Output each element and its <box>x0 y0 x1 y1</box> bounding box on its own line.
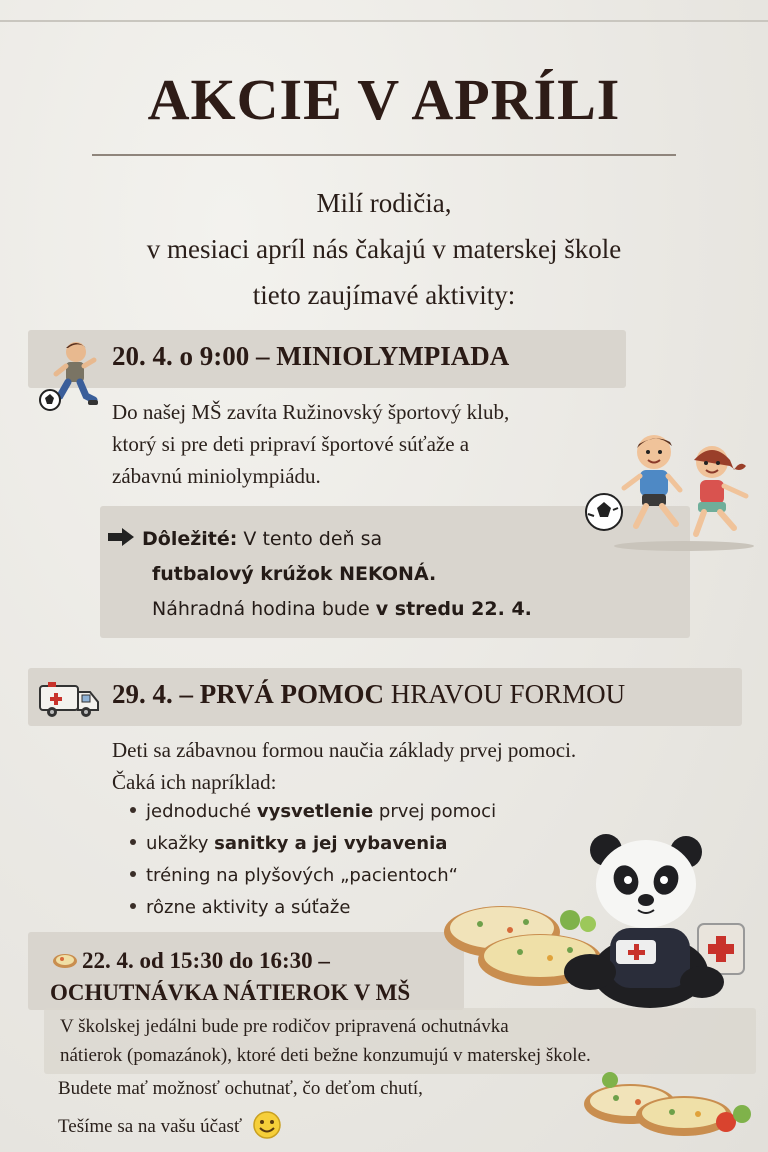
event3-heading-2: OCHUTNÁVKA NÁTIEROK V MŠ <box>50 980 411 1005</box>
page-title: AKCIE V APRÍLI <box>147 67 621 132</box>
intro <box>0 180 768 318</box>
list-item: rôzne aktivity a súťaže <box>130 892 496 924</box>
intro-line-2: v mesiaci apríl nás čakajú v materskej škole <box>146 234 622 264</box>
arrow-right-icon <box>108 528 134 546</box>
important-label: Dôležité: <box>142 528 238 550</box>
event2-text <box>112 734 732 798</box>
event2-heading <box>112 679 625 710</box>
list-item: jednoduché vysvetlenie prvej pomoci <box>130 796 496 828</box>
important-line-2: futbalový krúžok NEKONÁ. <box>152 563 437 585</box>
bread-spread-icon <box>580 1068 756 1140</box>
closing-text <box>58 1070 423 1146</box>
event3-heading-1: 22. 4. od 15:30 do 16:30 – <box>82 948 330 973</box>
event3-text <box>60 1012 591 1070</box>
event1-line-3: zábavnú miniolympiádu. <box>112 464 321 488</box>
event2-line-1: Deti sa zábavnou formou naučia základy prvej pomoci. <box>112 738 577 762</box>
ambulance-icon <box>38 680 100 720</box>
panda-icon <box>440 832 750 1012</box>
event1-text <box>112 396 632 492</box>
important-line-3a: Náhradná hodina bude <box>152 598 370 620</box>
event2-line-2: Čaká ich napríklad: <box>112 770 277 794</box>
intro-line-3: tieto zaujímavé aktivity: <box>252 280 516 310</box>
event1-line-2: ktorý si pre deti pripraví športové súťaže a <box>112 432 470 456</box>
event3-line-1: V školskej jedálni bude pre rodičov pripravená ochutnávka <box>60 1016 509 1037</box>
event1-line-1: Do našej MŠ zavíta Ružinovský športový klub, <box>112 400 510 424</box>
important-text-1: V tento deň sa <box>243 528 383 550</box>
event1-heading: 20. 4. o 9:00 – MINIOLYMPIADA <box>112 341 510 371</box>
event3-line-4: Tešíme sa na vašu účasť <box>58 1116 243 1137</box>
event2-heading-b: HRAVOU FORMOU <box>390 679 626 709</box>
list-item: tréning na plyšových „pacientoch“ <box>130 860 496 892</box>
event2-heading-a: 29. 4. – PRVÁ POMOC <box>112 679 385 709</box>
title-divider <box>92 154 676 156</box>
running-boy-icon <box>38 338 104 416</box>
bread-spread-icon <box>52 951 78 969</box>
important-line-3b: v stredu 22. 4. <box>375 598 532 620</box>
kids-soccer-icon <box>584 430 760 552</box>
list-item: ukažky sanitky a jej vybavenia <box>130 828 496 860</box>
top-divider <box>0 20 768 22</box>
important-note <box>108 522 532 627</box>
event3-heading <box>52 945 410 1009</box>
smiley-icon <box>252 1110 282 1140</box>
intro-line-1: Milí rodičia, <box>316 188 452 218</box>
event3-line-2: nátierok (pomazánok), ktoré deti bežne konzumujú v materskej škole. <box>60 1045 591 1066</box>
event3-line-3: Budete mať možnosť ochutnať, čo deťom chutí, <box>58 1078 423 1099</box>
